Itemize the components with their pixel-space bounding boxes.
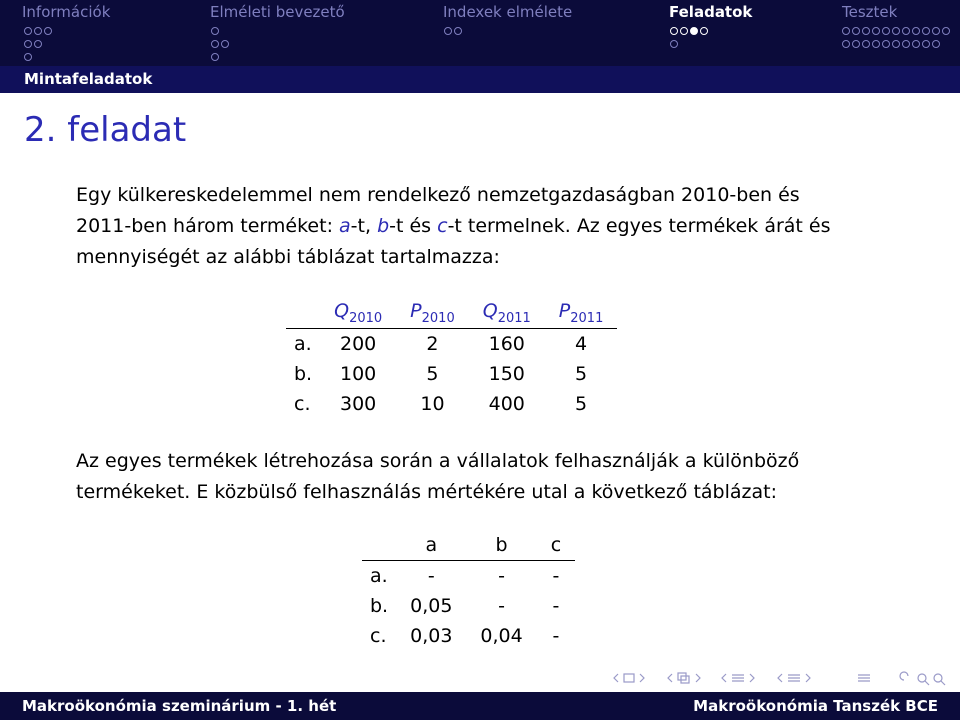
next-section-icon [750, 674, 754, 682]
table-cell: - [552, 625, 560, 647]
para2-line-1: Az egyes termékek létrehozása során a vállalatok felhasználják a különböző [76, 450, 800, 472]
appendix-icon [858, 675, 870, 681]
price-quantity-table [286, 298, 617, 419]
table-cell: 100 [340, 363, 377, 385]
previous-frame-icon [614, 674, 618, 682]
table-row [286, 359, 617, 389]
row-label: a. [370, 565, 388, 587]
slide-dots-feladatok-row2[interactable] [670, 40, 678, 48]
table-cell: - [498, 595, 505, 617]
table-cell: - [498, 565, 505, 587]
slide-dots-elmeleti-row2[interactable] [211, 40, 229, 48]
row-label: b. [370, 595, 389, 617]
subsection-bar [0, 66, 960, 93]
col-header: $Q_{2011}$ [469, 298, 545, 329]
table-cell: 150 [488, 363, 525, 385]
col-header: $Q_{2010}$ [320, 298, 396, 329]
nav-section-elmeleti-bevezeto[interactable]: Elméleti bevezető [210, 3, 345, 21]
next-frame-icon [640, 674, 644, 682]
slide-dots-feladatok-row1[interactable] [670, 27, 708, 35]
table-cell: 4 [575, 333, 588, 355]
table-cell: - [552, 595, 560, 617]
table-row [286, 389, 617, 419]
table-row [286, 329, 617, 360]
intermediate-use-table [362, 530, 575, 651]
table-cell: 5 [426, 363, 439, 385]
nav-section-informaciok[interactable]: Információk [22, 3, 111, 21]
beamer-navigation-symbols [612, 670, 952, 686]
slide-dots-elmeleti-row3[interactable] [211, 53, 219, 61]
document-icon [788, 675, 800, 681]
slide-dots-informaciok[interactable] [24, 27, 52, 35]
row-label: c. [370, 625, 387, 647]
slide-dots-tesztek-row1[interactable] [842, 27, 950, 35]
row-label: c. [294, 393, 311, 415]
col-header: b [466, 530, 536, 561]
intro-paragraph [76, 180, 906, 273]
next-subsection-icon [696, 674, 700, 682]
section-icon [732, 675, 744, 681]
table-cell: 300 [340, 393, 377, 415]
nav-section-indexek-elmelete[interactable]: Indexek elmélete [443, 3, 573, 21]
back-icon [900, 672, 908, 680]
table-cell: - [552, 565, 560, 587]
table-cell: 5 [575, 363, 588, 385]
row-label: a. [294, 333, 312, 355]
next-document-section-icon [806, 674, 810, 682]
table-cell: 400 [488, 393, 525, 415]
zoom-icon [918, 674, 926, 682]
col-header: c [537, 530, 575, 561]
intro-line-3: mennyiségét az alábbi táblázat tartalmazza: [76, 246, 500, 268]
row-label: b. [294, 363, 313, 385]
col-header: $P_{2011}$ [545, 298, 618, 329]
previous-document-section-icon [778, 674, 782, 682]
slide-dots-informaciok-row2[interactable] [24, 40, 42, 48]
footer-bar [0, 692, 960, 720]
intermediate-use-paragraph [76, 446, 906, 508]
beamer-nav-icons[interactable] [612, 670, 952, 686]
table-cell: 0,03 [410, 625, 453, 647]
subsection-title: Mintafeladatok [24, 70, 153, 88]
table-cell: - [427, 565, 435, 587]
table-row [362, 621, 575, 651]
footer-department: Makroökonómia Tanszék BCE [693, 697, 938, 715]
frame-icon [624, 674, 634, 682]
nav-section-feladatok[interactable]: Feladatok [669, 3, 753, 21]
table-cell: 0,05 [410, 595, 453, 617]
table-cell: 0,04 [480, 625, 523, 647]
table-header-row [362, 530, 575, 561]
slide-dots-tesztek-row2[interactable] [842, 40, 940, 48]
nav-section-tesztek[interactable]: Tesztek [842, 3, 898, 21]
table-cell: 5 [575, 393, 588, 415]
table-row [362, 561, 575, 592]
col-header: $P_{2010}$ [396, 298, 469, 329]
table-row [362, 591, 575, 621]
table-header-row [286, 298, 617, 329]
table-cell: 2 [426, 333, 439, 355]
footer-course-title: Makroökonómia szeminárium - 1. hét [22, 697, 337, 715]
intro-line-2: 2011-ben három terméket: a-t, b-t és c-t termelnek. Az egyes termékek árát és [76, 215, 831, 237]
previous-subsection-icon [668, 674, 672, 682]
para2-line-2: termékeket. E közbülső felhasználás mértékére utal a következő táblázat: [76, 481, 777, 503]
slide-dots-elmeleti-row1[interactable] [211, 27, 219, 35]
table-cell: 10 [420, 393, 445, 415]
intro-line-1: Egy külkereskedelemmel nem rendelkező nemzetgazdaságban 2010-ben és [76, 184, 800, 206]
slide-dots-informaciok-row3[interactable] [24, 53, 32, 61]
table-cell: 200 [340, 333, 377, 355]
col-header: a [396, 530, 466, 561]
table-cell: 160 [488, 333, 525, 355]
previous-section-icon [722, 674, 726, 682]
slide-dots-indexek[interactable] [444, 27, 462, 35]
section-navigation-bar [0, 0, 960, 66]
frame-title: 2. feladat [24, 110, 187, 150]
